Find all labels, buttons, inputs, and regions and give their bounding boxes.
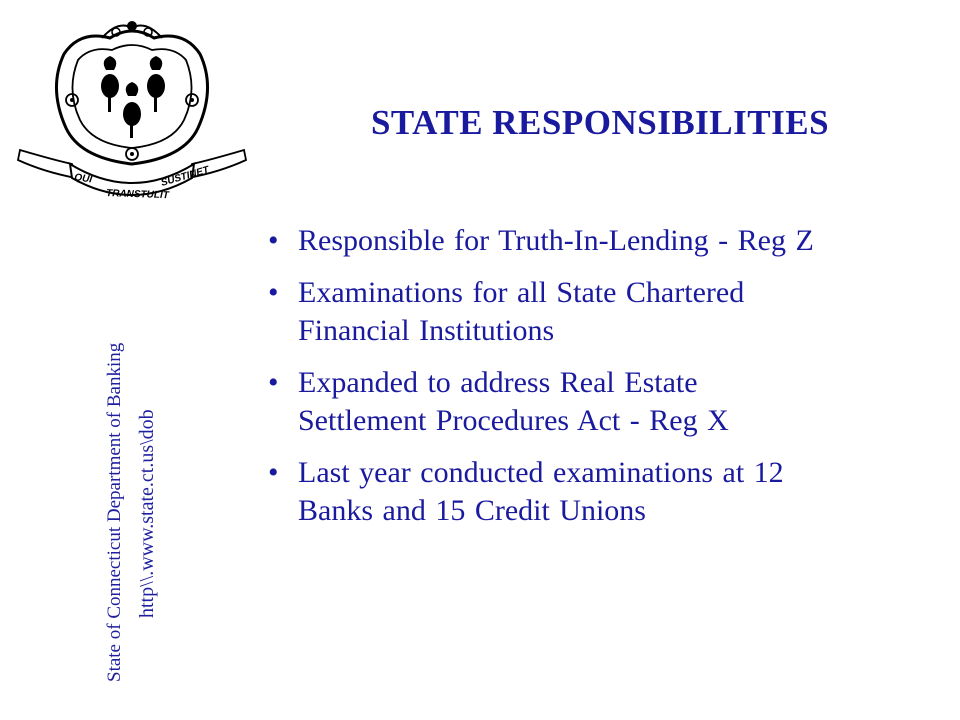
seal-motto-1: QUI [73,172,93,186]
bullet-item [268,454,928,530]
bullet-icon: • [268,366,279,399]
bullet-item [268,222,928,260]
bullet-text: Last year conducted examinations at 12 [298,456,784,489]
bullet-text-continued: Financial Institutions [298,314,555,347]
sidebar-caption [28,268,178,682]
bullet-text-continued: Banks and 15 Credit Unions [298,494,646,527]
seal-motto-3: SUSTINET [159,164,211,189]
seal-graphic [14,14,250,210]
department-url: http\\.www.state.ct.us\dob [136,409,158,618]
department-name: State of Connecticut Department of Banking [104,342,125,682]
bullet-icon: • [268,224,279,257]
bullet-text-continued: Settlement Procedures Act - Reg X [298,404,729,437]
seal-motto-2: TRANSTULIT [105,188,170,202]
bullet-text: Responsible for Truth-In-Lending - Reg Z [298,224,814,257]
bullet-list [268,222,928,544]
bullet-item [268,274,928,350]
slide-title: STATE RESPONSIBILITIES [370,103,830,142]
bullet-text: Examinations for all State Chartered [298,276,745,309]
bullet-text: Expanded to address Real Estate [298,366,698,399]
bullet-icon: • [268,276,279,309]
bullet-item [268,364,928,440]
bullet-icon: • [268,456,279,489]
state-seal-icon [14,14,250,210]
